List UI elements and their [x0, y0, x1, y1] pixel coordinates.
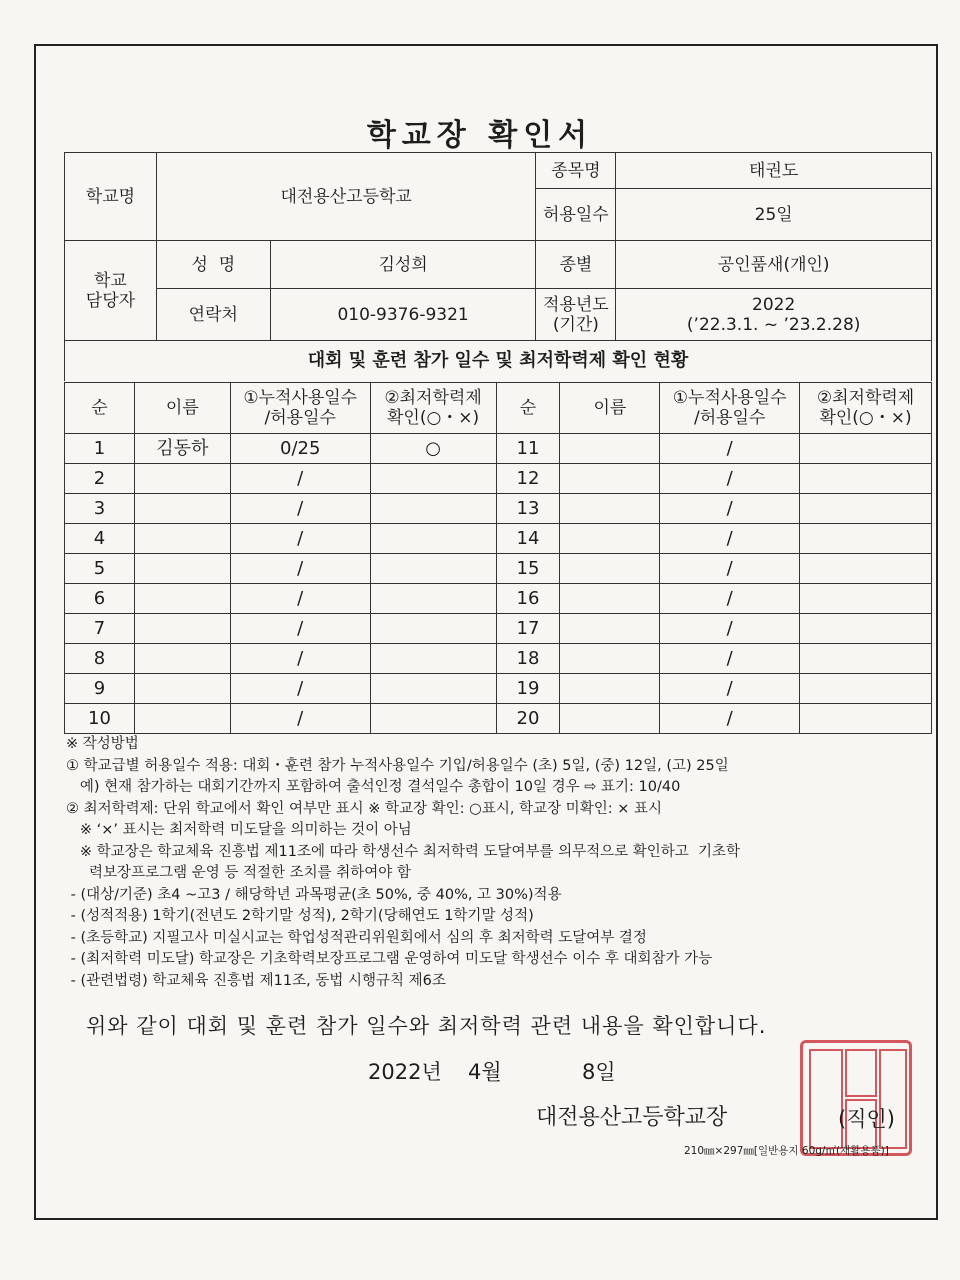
cell-name	[560, 704, 660, 734]
school-value: 대전용산고등학교	[156, 153, 536, 241]
cell-no: 7	[65, 614, 135, 644]
cell-check	[370, 464, 496, 494]
cell-name	[134, 704, 230, 734]
header-check	[800, 383, 932, 434]
cell-days: /	[230, 524, 370, 554]
cell-days: /	[230, 464, 370, 494]
instruction-line: 예) 현재 참가하는 대회기간까지 포함하여 출석인정 결석일수 총합이 10일 경우 ⇨ 표기: 10/40	[66, 779, 681, 795]
header-days-line2: /허용일수	[264, 408, 336, 428]
instruction-line: 력보장프로그램 운영 등 적절한 조치를 취하여야 함	[66, 865, 411, 881]
cell-check	[370, 644, 496, 674]
cell-days: /	[660, 464, 800, 494]
type-label: 종별	[536, 241, 616, 289]
date-day: 8일	[582, 1060, 616, 1084]
cell-check: ○	[370, 434, 496, 464]
cell-name	[560, 554, 660, 584]
cell-check	[370, 704, 496, 734]
cell-name	[134, 464, 230, 494]
name-label: 성 명	[156, 241, 270, 289]
cell-no: 8	[65, 644, 135, 674]
confirmation-statement: 위와 같이 대회 및 훈련 참가 일수와 최저학력 관련 내용을 확인합니다.	[86, 1014, 767, 1038]
manager-label-line2: 담당자	[85, 290, 136, 311]
cell-name	[560, 644, 660, 674]
instruction-line: ※ 학교장은 학교체육 진흥법 제11조에 따라 학생선수 최저학력 도달여부를 의무적으로 확인하고 기초학	[66, 843, 741, 860]
cell-no: 14	[496, 524, 560, 554]
header-check-line1: ②최저학력제	[816, 388, 915, 408]
school-label: 학교명	[65, 153, 157, 241]
table-row	[65, 674, 932, 704]
cell-days: 0/25	[230, 434, 370, 464]
table-row	[65, 614, 932, 644]
cell-days: /	[660, 644, 800, 674]
cell-check	[800, 494, 932, 524]
cell-name	[560, 614, 660, 644]
cell-no: 2	[65, 464, 135, 494]
cell-name	[134, 554, 230, 584]
official-seal-stamp	[800, 1040, 912, 1156]
manager-label	[65, 241, 157, 341]
cell-name	[560, 464, 660, 494]
date-year: 2022년	[368, 1060, 442, 1084]
instruction-line: - (최저학력 미도달) 학교장은 기초학력보장프로그램 운영하여 미도달 학생선수 이수 후 대회참가 가능	[66, 951, 713, 967]
cell-check	[800, 554, 932, 584]
header-days-line2: /허용일수	[693, 408, 766, 428]
table-row	[65, 554, 932, 584]
cell-days: /	[230, 584, 370, 614]
cell-days: /	[660, 494, 800, 524]
cell-days: /	[230, 644, 370, 674]
cell-days: /	[660, 434, 800, 464]
cell-name	[560, 434, 660, 464]
year-value-line1: 2022	[752, 294, 796, 315]
year-value-line2: (’22.3.1. ~ ’23.2.28)	[686, 314, 861, 335]
cell-no: 11	[496, 434, 560, 464]
cell-no: 1	[65, 434, 135, 464]
cell-check	[800, 464, 932, 494]
contact-value: 010-9376-9321	[270, 289, 536, 341]
instruction-line: ※ 작성방법	[66, 736, 139, 752]
cell-no: 6	[65, 584, 135, 614]
cell-check	[370, 554, 496, 584]
name-value: 김성희	[270, 241, 536, 289]
cell-no: 16	[496, 584, 560, 614]
cell-days: /	[660, 524, 800, 554]
document-title: 학교장 확인서	[366, 118, 594, 153]
cell-no: 19	[496, 674, 560, 704]
table-row	[65, 644, 932, 674]
table-row	[65, 524, 932, 554]
cell-name	[134, 494, 230, 524]
table-row	[65, 464, 932, 494]
cell-check	[800, 524, 932, 554]
paper-spec: 210㎜×297㎜[일반용지 60g/㎡(재활용품)]	[684, 1145, 889, 1157]
cell-check	[800, 674, 932, 704]
instruction-line: - (대상/기준) 초4 ~고3 / 해당학년 과목평균(초 50%, 중 40%, 고 30%)적용	[66, 886, 562, 903]
allowed-days-value: 25일	[616, 189, 932, 241]
cell-check	[370, 674, 496, 704]
instruction-line: - (초등학교) 지필고사 미실시교는 학업성적관리위원회에서 심의 후 최저학력 도달여부 결정	[66, 929, 647, 946]
participation-table	[64, 382, 932, 734]
cell-no: 5	[65, 554, 135, 584]
year-label	[536, 289, 616, 341]
cell-name	[560, 584, 660, 614]
year-value	[616, 289, 932, 341]
instruction-line: - (관련법령) 학교체육 진흥법 제11조, 동법 시행규칙 제6조	[66, 972, 446, 989]
table-row	[65, 494, 932, 524]
table-row	[65, 704, 932, 734]
cell-name	[134, 614, 230, 644]
instructions	[66, 734, 936, 992]
instruction-line: - (성적적용) 1학기(전년도 2학기말 성적), 2학기(당해연도 1학기말 성적)	[66, 908, 534, 924]
cell-no: 9	[65, 674, 135, 704]
year-label-line2: (기간)	[552, 314, 599, 335]
instruction-line: ※ ‘×’ 표시는 최저학력 미도달을 의미하는 것이 아님	[66, 822, 412, 838]
cell-days: /	[230, 704, 370, 734]
cell-no: 18	[496, 644, 560, 674]
header-days-line1: ①누적사용일수	[243, 388, 358, 408]
cell-check	[800, 704, 932, 734]
header-days	[660, 383, 800, 434]
header-check-line1: ②최저학력제	[384, 388, 482, 408]
event-value: 태권도	[616, 153, 932, 189]
cell-name	[134, 584, 230, 614]
cell-check	[800, 614, 932, 644]
cell-check	[800, 434, 932, 464]
cell-name	[134, 674, 230, 704]
cell-name	[560, 674, 660, 704]
cell-check	[800, 644, 932, 674]
cell-check	[370, 524, 496, 554]
cell-check	[370, 494, 496, 524]
cell-name	[134, 524, 230, 554]
instruction-line: ② 최저학력제: 단위 학교에서 확인 여부만 표시 ※ 학교장 확인: ○표시, 학교장 미확인: × 표시	[66, 800, 662, 817]
cell-days: /	[660, 674, 800, 704]
header-days-line1: ①누적사용일수	[672, 388, 787, 408]
contact-label: 연락처	[156, 289, 270, 341]
instruction-line: ① 학교급별 허용일수 적용: 대회・훈련 참가 누적사용일수 기입/허용일수 (초) 5일, (중) 12일, (고) 25일	[66, 757, 729, 774]
header-check-line2: 확인(○・×)	[386, 408, 480, 428]
date-month: 4월	[468, 1060, 502, 1084]
year-label-line1: 적용년도	[543, 294, 609, 315]
cell-name	[560, 524, 660, 554]
cell-no: 12	[496, 464, 560, 494]
header-name: 이름	[560, 383, 660, 434]
cell-days: /	[660, 704, 800, 734]
header-no: 순	[496, 383, 560, 434]
section-title: 대회 및 훈련 참가 일수 및 최저학력제 확인 현황	[64, 341, 932, 381]
cell-name: 김동하	[134, 434, 230, 464]
cell-check	[800, 584, 932, 614]
header-check-line2: 확인(○・×)	[819, 408, 912, 428]
cell-no: 4	[65, 524, 135, 554]
type-value: 공인품새(개인)	[616, 241, 932, 289]
cell-no: 15	[496, 554, 560, 584]
table-row	[65, 434, 932, 464]
cell-name	[134, 644, 230, 674]
cell-days: /	[230, 614, 370, 644]
seal-label: (직인)	[838, 1107, 895, 1131]
cell-days: /	[230, 494, 370, 524]
header-no: 순	[65, 383, 135, 434]
cell-days: /	[660, 554, 800, 584]
header-check	[370, 383, 496, 434]
cell-no: 3	[65, 494, 135, 524]
event-label: 종목명	[536, 153, 616, 189]
cell-no: 10	[65, 704, 135, 734]
cell-days: /	[660, 614, 800, 644]
allowed-days-label: 허용일수	[536, 189, 616, 241]
cell-no: 17	[496, 614, 560, 644]
manager-label-line1: 학교	[94, 270, 127, 291]
cell-name	[560, 494, 660, 524]
table-row	[65, 584, 932, 614]
cell-days: /	[660, 584, 800, 614]
cell-check	[370, 614, 496, 644]
header-name: 이름	[134, 383, 230, 434]
cell-no: 13	[496, 494, 560, 524]
cell-days: /	[230, 674, 370, 704]
info-table	[64, 152, 932, 341]
cell-check	[370, 584, 496, 614]
cell-no: 20	[496, 704, 560, 734]
signer-name: 대전용산고등학교장	[536, 1105, 728, 1130]
cell-days: /	[230, 554, 370, 584]
header-days	[230, 383, 370, 434]
